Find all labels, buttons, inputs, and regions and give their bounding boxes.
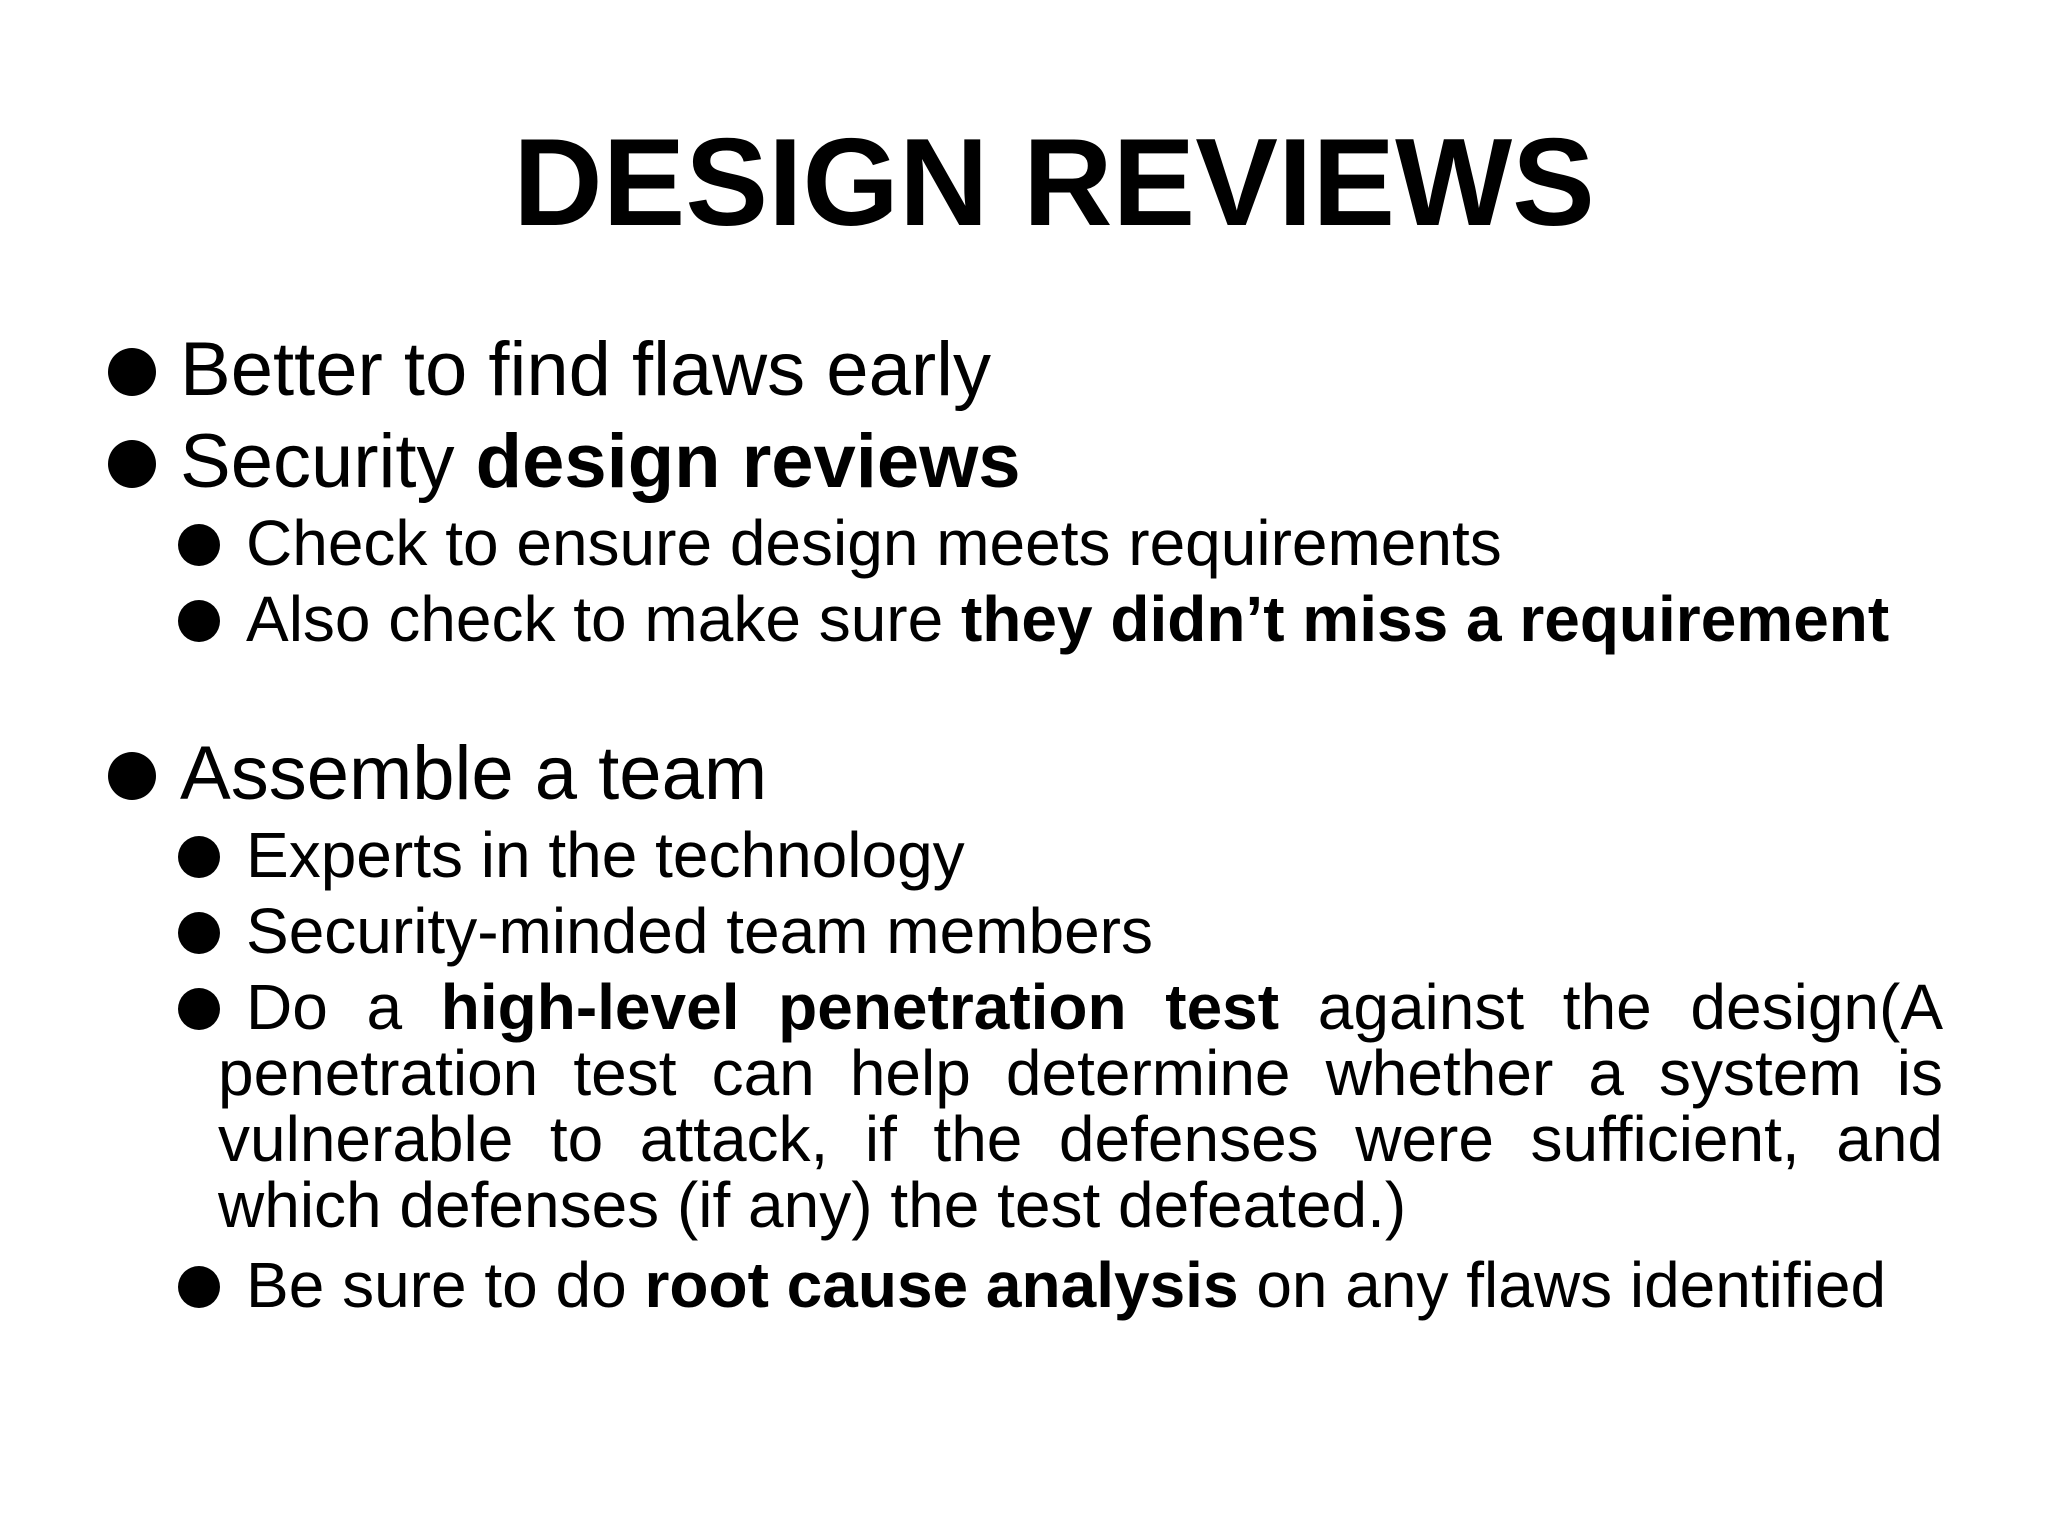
sub-bullet-item xyxy=(178,1249,1943,1321)
sub-bullet-text: Also check to make sure they didn’t miss a requirement xyxy=(246,583,1890,655)
slide-title: DESIGN REVIEWS xyxy=(513,114,1595,252)
bullet-text: Assemble a team xyxy=(180,731,768,816)
bullet-dot-icon xyxy=(178,524,220,566)
sub-bullet-item xyxy=(178,971,1944,1241)
bullet-dot-icon xyxy=(178,988,220,1030)
sub-bullet-text: Security-minded team members xyxy=(246,895,1153,967)
bullet-dot-icon xyxy=(108,440,156,488)
sub-bullet-item xyxy=(178,895,1943,967)
bullet-dot-icon xyxy=(178,836,220,878)
sub-bullet-item xyxy=(178,583,1943,655)
sub-bullet-text: Do a high-level penetration test against the design(A penetration test can help determine whether a system is vulnerable to attack, if the defenses were sufficient, and which defenses (if any) the test defeated.) xyxy=(218,971,1944,1241)
sub-bullet-text: Check to ensure design meets requirements xyxy=(246,507,1502,579)
sub-bullet-text: Experts in the technology xyxy=(246,819,965,891)
bullet-dot-icon xyxy=(178,1266,220,1308)
bullet-dot-icon xyxy=(108,348,156,396)
bullet-dot-icon xyxy=(108,752,156,800)
bullet-dot-icon xyxy=(178,912,220,954)
bullet-text: Better to find flaws early xyxy=(180,327,992,412)
sub-bullet-text: Be sure to do root cause analysis on any flaws identified xyxy=(246,1249,1887,1321)
sub-bullet-item xyxy=(178,507,1943,579)
sub-bullet-item xyxy=(178,819,1943,891)
bullet-dot-icon xyxy=(178,600,220,642)
bullet-text: Security design reviews xyxy=(180,419,1021,504)
